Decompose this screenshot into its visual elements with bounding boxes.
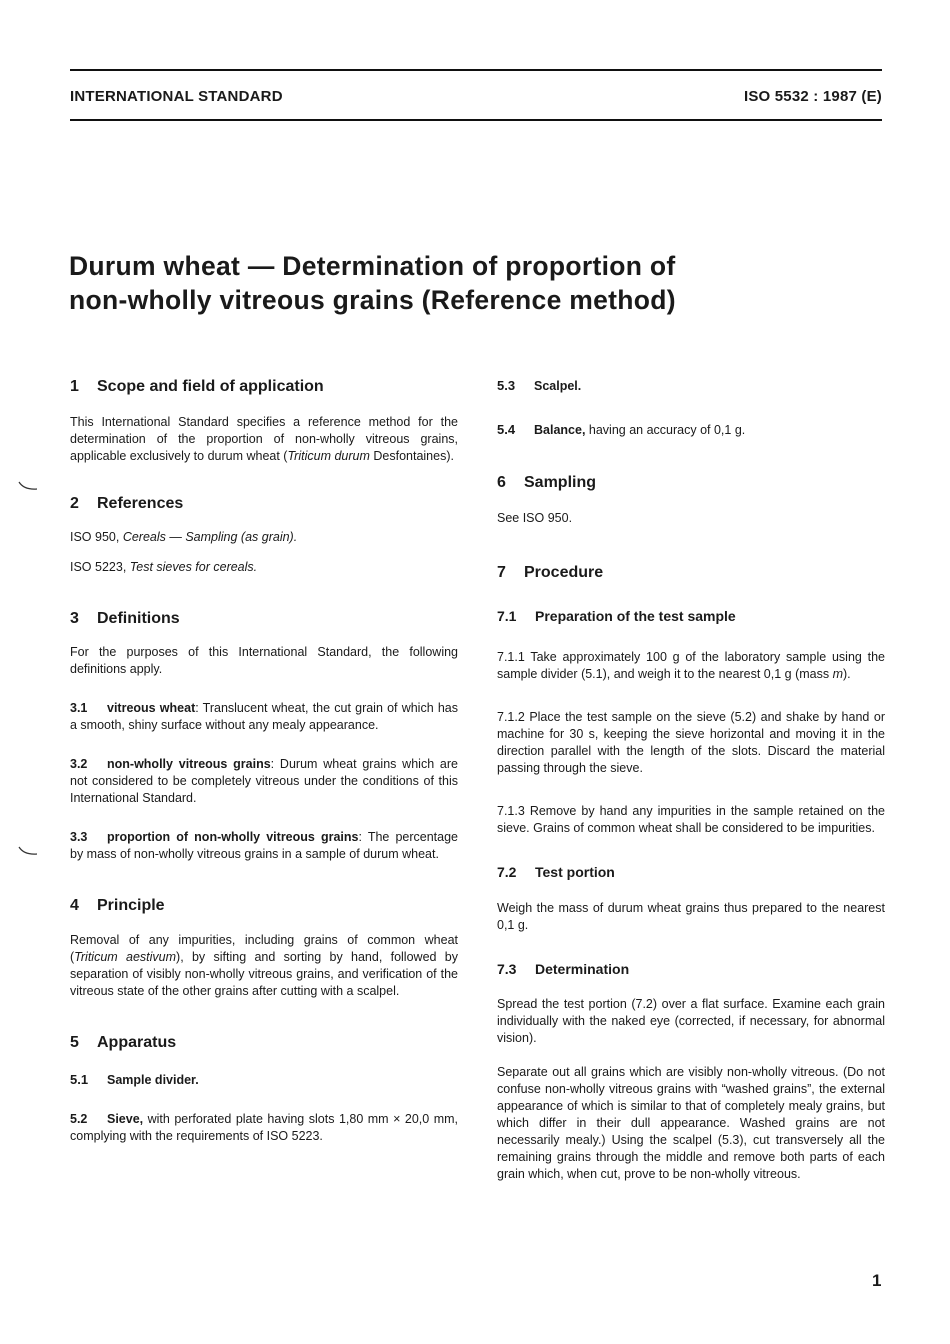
- section-2-heading: 2 References: [70, 495, 184, 512]
- subsection-7-2-heading: 7.2 Test portion: [497, 864, 615, 880]
- section-1-heading: 1 Scope and field of application: [70, 378, 324, 395]
- section-6-heading: 6 Sampling: [497, 474, 597, 491]
- section-3-heading: 3 Definitions: [70, 610, 180, 627]
- scan-margin-mark: [18, 481, 38, 491]
- reference-iso-950: ISO 950, Cereals — Sampling (as grain).: [70, 530, 298, 544]
- subsection-7-3-heading: 7.3 Determination: [497, 961, 630, 977]
- definition-3-1: 3.1 vitreous wheat: Translucent wheat, the cut grain of which has a smooth, shiny surface without any mealy appearance.: [70, 701, 458, 732]
- paragraph-7-1-2: 7.1.2 Place the test sample on the sieve (5.2) and shake by hand or machine for 30 s, keeping the sieve horizontal and moving it in the direction parallel with the length of the slots. Discard the material passing through the sieve.: [497, 710, 885, 775]
- subsection-7-1-heading: 7.1 Preparation of the test sample: [497, 608, 736, 624]
- section-7-heading: 7 Procedure: [497, 564, 604, 581]
- section-5-heading: 5 Apparatus: [70, 1034, 177, 1051]
- reference-iso-5223: ISO 5223, Test sieves for cereals.: [70, 560, 258, 574]
- definition-3-2: 3.2 non-wholly vitreous grains: Durum wheat grains which are not considered to be completely vitreous under the conditions of this International Standard.: [70, 757, 458, 805]
- section-4-heading: 4 Principle: [70, 897, 165, 914]
- document-title: [69, 249, 869, 317]
- paragraph-7-3-b: Separate out all grains which are visibly non-wholly vitreous. (Do not confuse non-wholly vitreous grains with “washed grains”, the external appearance of which is similar to that of completely mealy grains, but which differ in their dull appearance. Washed grains are not necessarily mealy.) Using the scalpel (5.3), cut transversely all the remaining grains through the middle and remove both parts of each grain which, when cut, prove to be non-wholly vitreous.: [497, 1065, 885, 1181]
- title-line-1: Durum wheat — Determination of proportion of: [69, 251, 676, 281]
- standard-number: ISO 5532 : 1987 (E): [743, 88, 882, 105]
- section-1-text: This International Standard specifies a reference method for the determination of the proportion of non-wholly vitreous grains, applicable exclusively to durum wheat (Triticum durum Desfontaines).: [70, 415, 458, 463]
- header-rule-top: [70, 69, 882, 71]
- paragraph-7-2: Weigh the mass of durum wheat grains thus prepared to the nearest 0,1 g.: [497, 901, 885, 932]
- left-column: [70, 377, 458, 1145]
- apparatus-5-3: 5.3 Scalpel.: [497, 378, 582, 393]
- section-4-text: Removal of any impurities, including grains of common wheat (Triticum aestivum), by sifting and sorting by hand, followed by separation of visibly non-wholly vitreous grains, and verification of the vitreous state of the other grains after cutting with a scalpel.: [70, 933, 458, 998]
- apparatus-5-4: 5.4 Balance, having an accuracy of 0,1 g.: [497, 422, 746, 437]
- apparatus-5-2: 5.2 Sieve, with perforated plate having slots 1,80 mm × 20,0 mm, complying with the requirements of ISO 5223.: [70, 1112, 458, 1143]
- definition-3-3: 3.3 proportion of non-wholly vitreous grains: The percentage by mass of non-wholly vitreous grains in a sample of durum wheat.: [70, 830, 458, 861]
- paragraph-7-1-3: 7.1.3 Remove by hand any impurities in the sample retained on the sieve. Grains of common wheat shall be considered to be impurities.: [497, 804, 885, 835]
- definitions-intro: For the purposes of this International Standard, the following definitions apply.: [70, 645, 458, 676]
- page-number: 1: [872, 1271, 882, 1290]
- header-rule-bottom: [70, 119, 882, 121]
- section-6-text: See ISO 950.: [497, 511, 573, 525]
- apparatus-5-1: 5.1 Sample divider.: [70, 1072, 199, 1087]
- paragraph-7-3-a: Spread the test portion (7.2) over a flat surface. Examine each grain individually with the naked eye (corrected, if necessary, for abnormal vision).: [497, 997, 885, 1045]
- title-line-2: non-wholly vitreous grains (Reference method): [69, 285, 676, 315]
- paragraph-7-1-1: 7.1.1 Take approximately 100 g of the laboratory sample using the sample divider (5.1), and weigh it to the nearest 0,1 g (mass m).: [497, 650, 885, 681]
- document-type: INTERNATIONAL STANDARD: [70, 88, 283, 105]
- scan-margin-mark: [18, 846, 38, 856]
- right-column: [497, 377, 885, 1183]
